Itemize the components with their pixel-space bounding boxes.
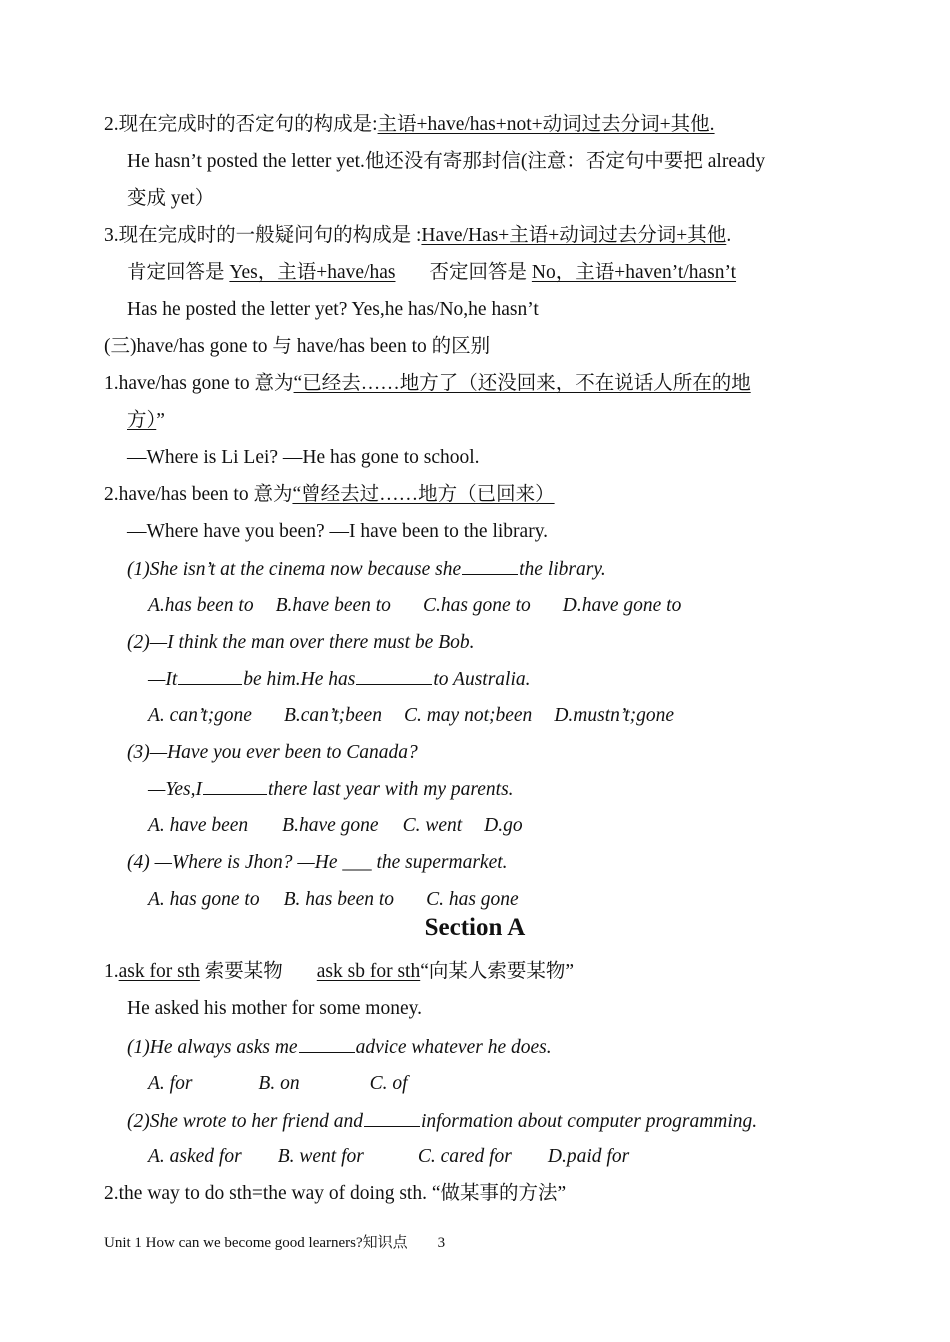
exercise-options-3: A. have been B.have gone C. went D.go [148,815,523,836]
line-gone-to: 1.have/has gone to 意为“已经去……地方了（还没回来，不在说话人所在的地 [104,373,751,394]
line-negative-structure: 2.现在完成时的否定句的构成是:主语+have/has+not+动词过去分词+其他. [104,114,715,135]
footer-title: Unit 1 How can we become good learners?知识点 [104,1235,408,1251]
answer-blank [299,1034,355,1053]
exercise-question-3: (3)—Have you ever been to Canada? [127,742,418,763]
line-gone-to-cont: 方）” [127,410,165,431]
exercise-question-6: (2)She wrote to her friend and information about computer programming. [127,1108,757,1135]
line-the-way: 2.the way to do sth=the way of doing sth. “做某事的方法” [104,1183,567,1204]
line-ask-for-example: He asked his mother for some money. [127,998,422,1019]
line-negative-example: He hasn’t posted the letter yet.他还没有寄那封信(注意：否定句中要把 already [127,151,766,172]
exercise-question-2: (2)—I think the man over there must be Bob. [127,632,475,653]
subsection-title: (三)have/has gone to 与 have/has been to 的区别 [104,336,491,357]
exercise-options-6: A. asked for B. went for C. cared for D.paid for [148,1146,630,1167]
page-number: 3 [437,1235,446,1251]
line-question-structure: 3.现在完成时的一般疑问句的构成是 :Have/Has+主语+动词过去分词+其他. [104,225,732,246]
line-gone-to-example: —Where is Li Lei? —He has gone to school. [127,447,480,468]
exercise-options-5: A. for B. on C. of [148,1073,408,1094]
answer-blank [364,1108,420,1127]
line-question-example: Has he posted the letter yet? Yes,he has/No,he hasn’t [127,299,539,320]
answer-blank [203,776,267,795]
exercise-options-4: A. has gone to B. has been to C. has gone [148,889,519,910]
answer-blank [356,666,432,685]
exercise-options-2: A. can’t;gone B.can’t;been C. may not;been D.mustn’t;gone [148,705,675,726]
exercise-question-5: (1)He always asks me advice whatever he does. [127,1034,552,1061]
line-ask-for: 1.ask for sth 索要某物 ask sb for sth“向某人索要某物” [104,961,575,982]
page-footer [104,1233,445,1253]
exercise-options-1: A.has been to B.have been to C.has gone to D.have gone to [148,595,682,616]
line-been-to-example: —Where have you been? —I have been to the library. [127,521,549,542]
answer-blank [178,666,242,685]
answer-blank [462,556,518,575]
exercise-question-3-cont: —Yes,I there last year with my parents. [148,776,514,803]
line-negative-note: 变成 yet） [127,188,215,209]
exercise-question-1: (1)She isn’t at the cinema now because she the library. [127,556,606,583]
exercise-question-4: (4) —Where is Jhon? —He ___ the supermarket. [127,852,508,873]
line-been-to: 2.have/has been to 意为“曾经去过……地方（已回来） [104,484,555,505]
section-heading: Section A [424,914,526,941]
exercise-question-2-cont: —It be him.He has to Australia. [148,666,531,693]
line-answers: 肯定回答是 Yes，主语+have/has 否定回答是 No，主语+haven’t/hasn’t [127,262,737,283]
